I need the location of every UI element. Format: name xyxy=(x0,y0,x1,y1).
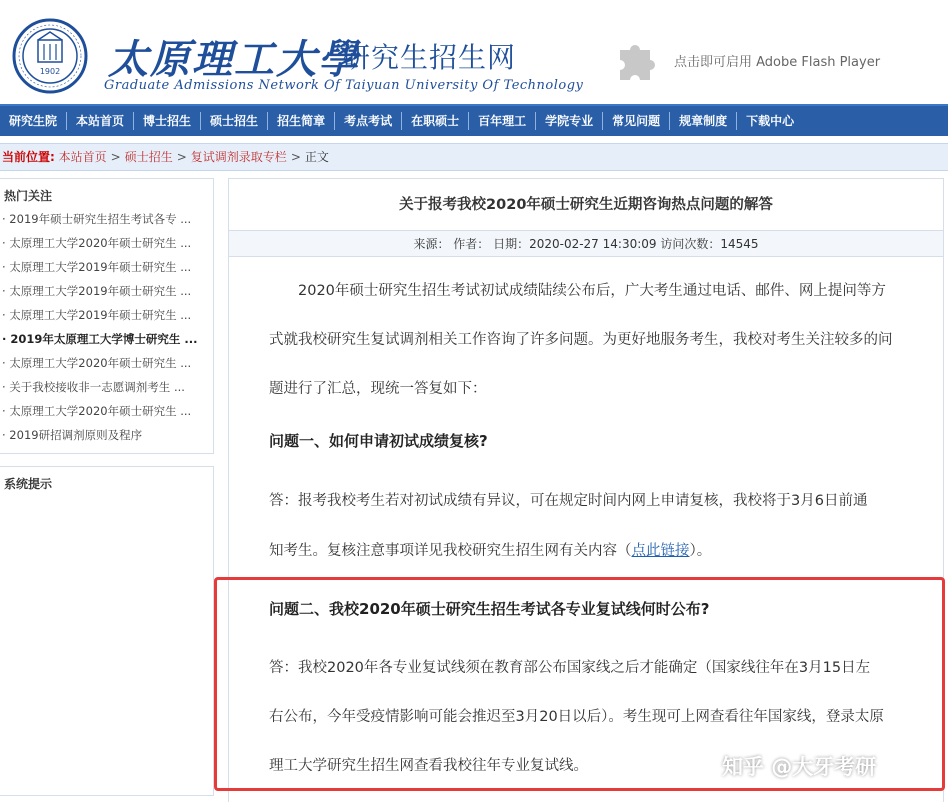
nav-item-phd-admission[interactable]: 博士招生 xyxy=(134,112,201,130)
site-title: 研究生招生网 xyxy=(342,41,517,74)
hot-topic-item[interactable]: · 太原理工大学2020年硕士研究生 ... xyxy=(2,236,192,250)
question-1-heading: 问题一、如何申请初试成绩复核? xyxy=(269,432,488,450)
hot-topic-item[interactable]: · 2019研招调剂原则及程序 xyxy=(2,428,143,442)
university-cn-name: 太原理工大學 xyxy=(108,36,360,83)
click-here-link[interactable]: 点此链接 xyxy=(631,543,690,559)
university-seal-logo[interactable] xyxy=(12,18,88,94)
hot-topics-panel xyxy=(0,178,214,454)
question-2-heading: 问题二、我校2020年硕士研究生招生考试各专业复试线何时公布? xyxy=(269,600,710,618)
breadcrumb-label: 当前位置: xyxy=(2,150,55,164)
intro-line: 2020年硕士研究生招生考试初试成绩陆续公布后，广大考生通过电话、邮件、网上提问等方 xyxy=(298,283,886,299)
intro-line: 题进行了汇总，现统一答复如下： xyxy=(269,381,487,397)
flash-player-prompt[interactable]: 点击即可启用 Adobe Flash Player xyxy=(674,55,881,70)
answer-2-line: 理工大学研究生招生网查看我校往年专业复试线。 xyxy=(269,758,588,774)
answer-1-line xyxy=(269,539,931,563)
hot-topic-item[interactable]: · 2019年太原理工大学博士研究生 ... xyxy=(2,332,198,346)
plugin-puzzle-icon[interactable] xyxy=(612,36,660,84)
hot-topic-item[interactable]: · 太原理工大学2019年硕士研究生 ... xyxy=(2,308,192,322)
nav-item-centennial[interactable]: 百年理工 xyxy=(469,112,536,130)
hot-topic-item[interactable]: · 关于我校接收非一志愿调剂考生 ... xyxy=(2,380,185,394)
breadcrumb-separator: > xyxy=(176,150,187,164)
breadcrumb xyxy=(0,143,948,171)
answer-1-line: 答：报考我校考生若对初试成绩有异议，可在规定时间内网上申请复核，我校将于3月6日前通 xyxy=(269,493,868,509)
intro-line: 式就我校研究生复试调剂相关工作咨询了许多问题。为更好地服务考生，我校对考生关注较多的问 xyxy=(269,332,893,348)
hot-topics-list xyxy=(0,207,213,453)
seal-year: 1902 xyxy=(39,67,61,76)
nav-item-home[interactable]: 本站首页 xyxy=(67,112,134,130)
article-intro xyxy=(269,279,931,426)
system-notice-panel xyxy=(0,466,214,796)
nav-item-graduate-school[interactable]: 研究生院 xyxy=(0,112,67,130)
answer-1-text: ）。 xyxy=(689,543,712,559)
answer-1-text: 知考生。复核注意事项详见我校研究生招生网有关内容（ xyxy=(269,543,632,559)
hot-topic-item[interactable]: · 太原理工大学2019年硕士研究生 ... xyxy=(2,260,192,274)
nav-item-regulations[interactable]: 规章制度 xyxy=(670,112,737,130)
nav-item-exam-site[interactable]: 考点考试 xyxy=(335,112,402,130)
article-meta: 来源： 作者： 日期：2020-02-27 14:30:09 访问次数：14545 xyxy=(229,231,943,257)
hot-topic-item[interactable]: · 2019年硕士研究生招生考试各专 ... xyxy=(2,212,192,226)
hot-topic-item[interactable]: · 太原理工大学2020年硕士研究生 ... xyxy=(2,356,192,370)
nav-item-downloads[interactable]: 下载中心 xyxy=(746,114,795,128)
nav-item-majors[interactable]: 学院专业 xyxy=(536,112,603,130)
breadcrumb-current: 正文 xyxy=(304,150,329,164)
breadcrumb-column-link[interactable]: 复试调剂录取专栏 xyxy=(190,150,287,164)
site-header xyxy=(0,0,948,104)
nav-item-brochure[interactable]: 招生简章 xyxy=(268,112,335,130)
hot-topic-item[interactable]: · 太原理工大学2019年硕士研究生 ... xyxy=(2,284,192,298)
breadcrumb-separator: > xyxy=(110,150,121,164)
hot-topic-item[interactable]: · 太原理工大学2020年硕士研究生 ... xyxy=(2,404,192,418)
main-nav xyxy=(0,104,948,136)
hot-topics-title: 热门关注 xyxy=(4,189,53,203)
nav-item-in-service-master[interactable]: 在职硕士 xyxy=(402,112,469,130)
sidebar xyxy=(0,178,214,796)
answer-2-line: 右公布，今年受疫情影响可能会推迟至3月20日以后）。考生现可上网查看往年国家线，登录太原 xyxy=(269,709,884,725)
answer-1 xyxy=(269,489,931,589)
system-notice-title: 系统提示 xyxy=(4,477,53,491)
article-title: 关于报考我校2020年硕士研究生近期咨询热点问题的解答 xyxy=(229,179,943,231)
nav-item-master-admission[interactable]: 硕士招生 xyxy=(201,112,268,130)
answer-2-line: 答：我校2020年各专业复试线须在教育部公布国家线之后才能确定（国家线往年在3月15日左 xyxy=(269,660,871,676)
breadcrumb-home-link[interactable]: 本站首页 xyxy=(58,150,107,164)
nav-item-faq[interactable]: 常见问题 xyxy=(603,112,670,130)
university-en-name: Graduate Admissions Network Of Taiyuan University Of Technology xyxy=(104,78,584,93)
zhihu-watermark: 知乎 @大牙考研 xyxy=(722,755,877,779)
breadcrumb-master-link[interactable]: 硕士招生 xyxy=(124,150,173,164)
breadcrumb-separator: > xyxy=(290,150,301,164)
